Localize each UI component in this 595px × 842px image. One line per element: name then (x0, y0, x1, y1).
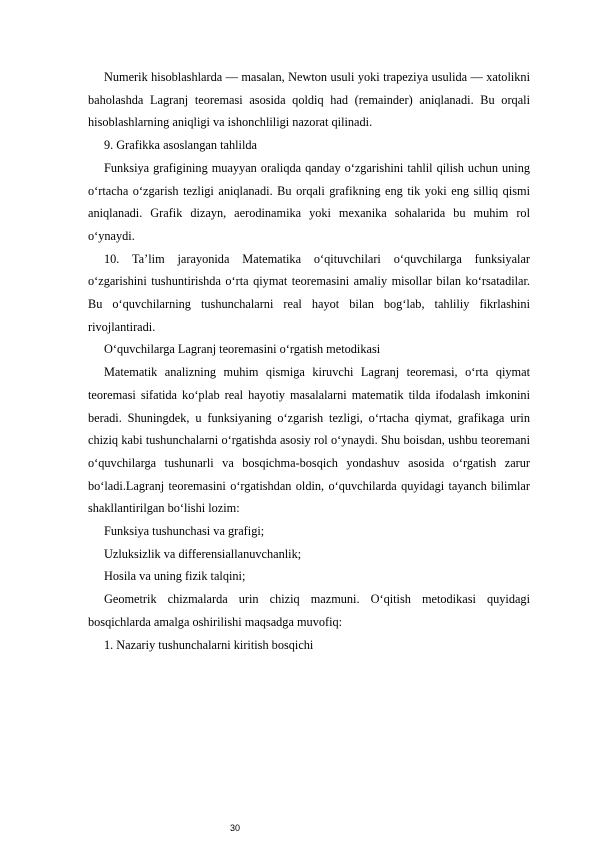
document-body (88, 66, 530, 656)
heading-teaching-methodology: O‘quvchilarga Lagranj teoremasini o‘rgatish metodikasi (104, 342, 381, 357)
paragraph-education: 10. Ta’lim jarayonida Matematika o‘qituvchilari o‘quvchilarga funksiyalar o‘zgarishini tushuntirishda o‘rta qiymat teoremasini amaliy misollar bilan ko‘rsatadilar. Bu o‘quvchilarning tushunchalarni real hayot bilan bog‘lab, tahliliy fikrlashini rivojlantiradi. (88, 251, 530, 334)
heading-theory-stage: 1. Nazariy tushunchalarni kiritish bosqichi (104, 637, 314, 652)
paragraph-graph-analysis: Funksiya grafigining muayyan oraliqda qanday o‘zgarishini tahlil qilish uchun uning o‘rtacha o‘zgarish tezligi aniqlanadi. Bu orqali grafikning eng tik yoki eng silliq qismi aniqlanadi. Grafik dizayn, aerodinamika yoki mexanika sohalarida bu muhim rol o‘ynaydi. (88, 160, 530, 243)
page-number: 30 (230, 823, 241, 833)
paragraph-numerical-methods: Numerik hisoblashlarda — masalan, Newton usuli yoki trapeziya usulida — xatolikni baholashda Lagranj teoremasi asosida qoldiq had (remainder) aniqlanadi. Bu orqali hisoblashlarning aniqligi va ishonchliligi nazorat qilinadi. (88, 70, 530, 130)
list-item-function-concept: Funksiya tushunchasi va grafigi; (104, 524, 265, 539)
heading-graph-analysis: 9. Grafikka asoslangan tahlilda (104, 138, 257, 153)
paragraph-lagrange-theorem: Matematik analizning muhim qismiga kiruvchi Lagranj teoremasi, o‘rta qiymat teoremasi sifatida ko‘plab real hayotiy masalalarni matematik tilda ifodalash imkonini beradi. Shuningdek, u funksiyaning o‘zgarish tezligi, o‘rtacha qiymat, grafikaga urin chiziq kabi tushunchalarni o‘rgatishda asosiy rol o‘ynaydi. Shu boisdan, ushbu teoremani o‘quvchilarga tushunarli va bosqichma-bosqich yondashuv asosida o‘rgatish zarur bo‘ladi.Lagranj teoremasini o‘rgatishdan oldin, o‘quvchilarda quyidagi tayanch bilimlar shakllantirilgan bo‘lishi lozim: (88, 365, 530, 516)
list-item-derivative: Hosila va uning fizik talqini; (104, 569, 246, 584)
paragraph-tangent-line: Geometrik chizmalarda urin chiziq mazmuni. O‘qitish metodikasi quyidagi bosqichlarda amalga oshirilishi maqsadga muvofiq: (88, 592, 530, 629)
list-item-continuity: Uzluksizlik va differensiallanuvchanlik; (104, 546, 302, 561)
